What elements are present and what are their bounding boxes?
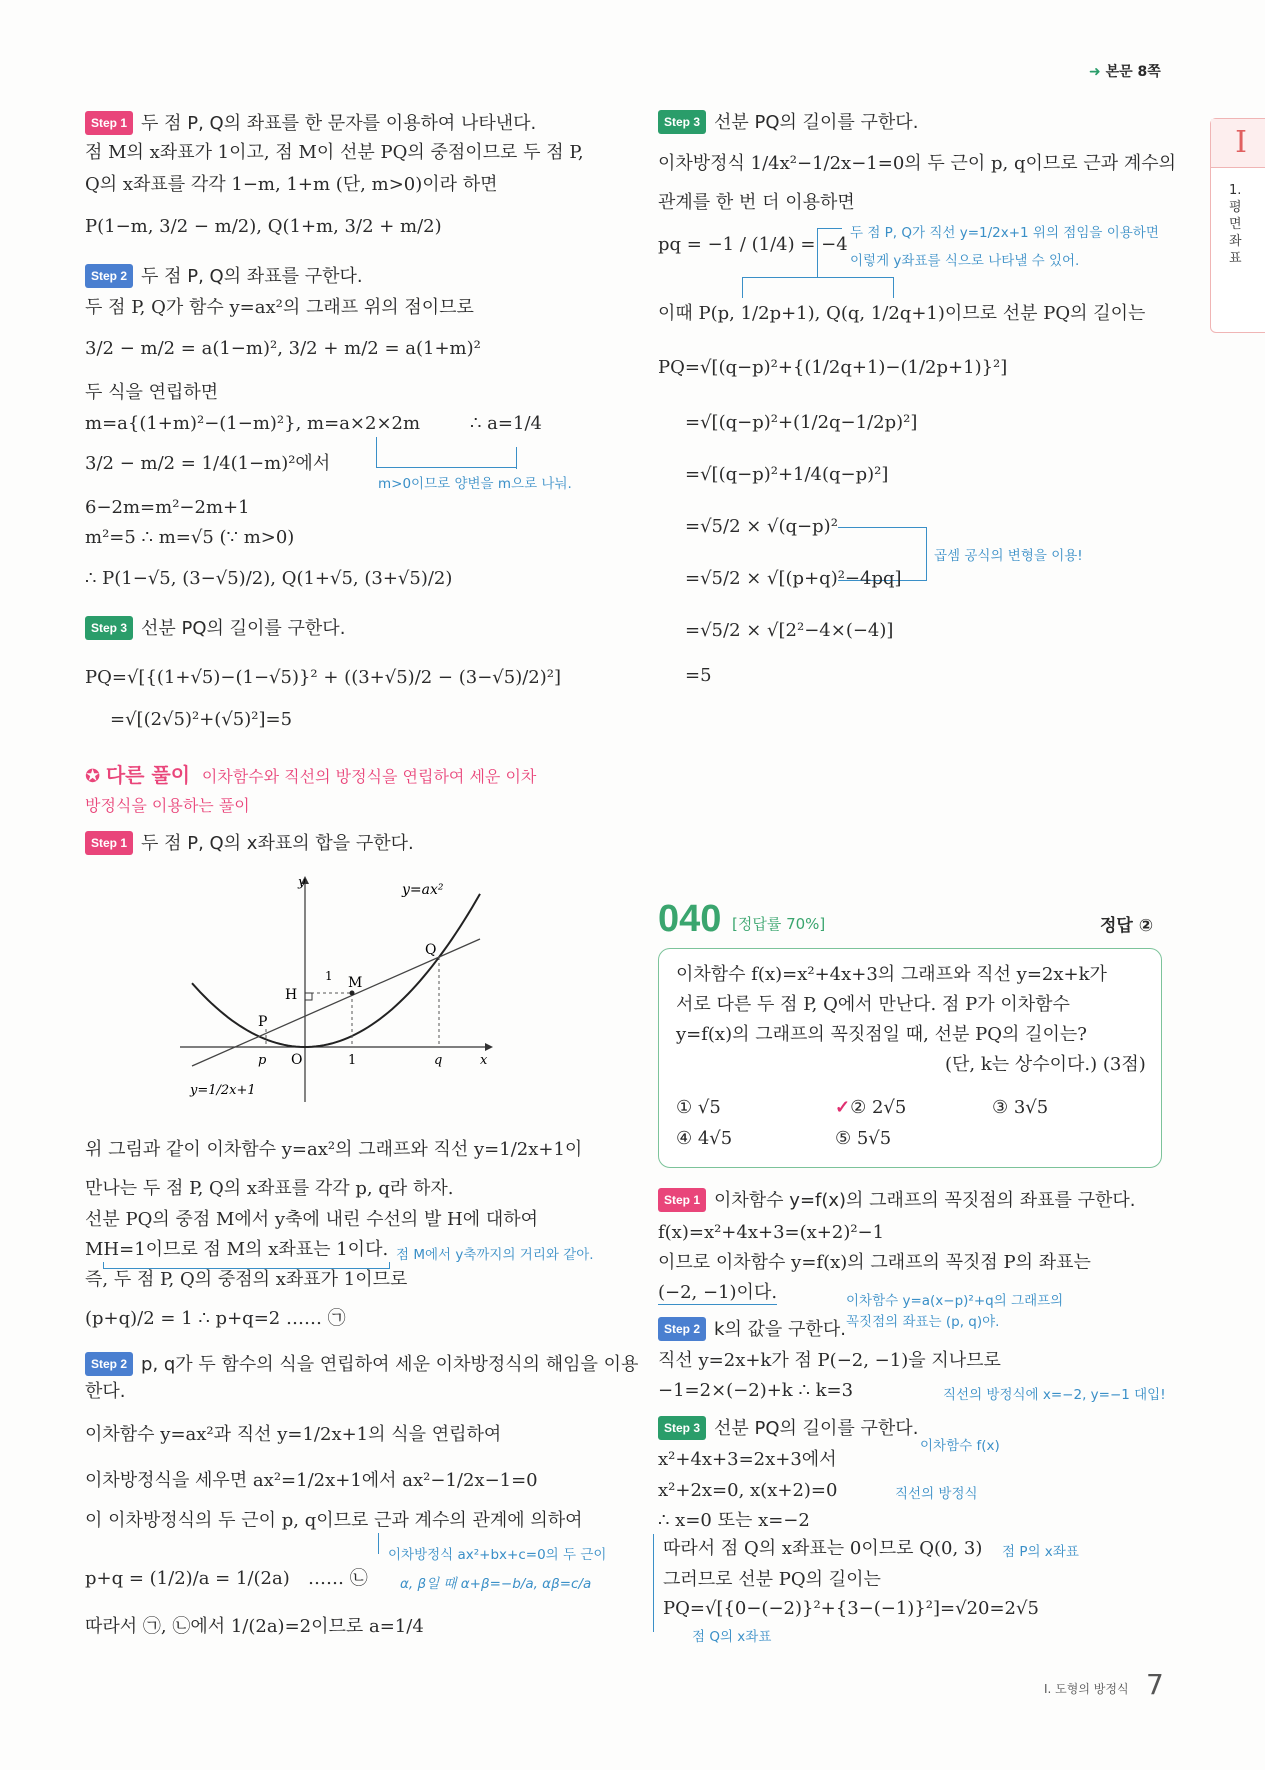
math-line: P(1−m, 3/2 − m/2), Q(1+m, 3/2 + m/2) xyxy=(85,216,442,237)
footer-chapter: I. 도형의 방정식 xyxy=(1044,1682,1129,1696)
text-line: 만나는 두 점 P, Q의 x좌표를 각각 p, q라 하자. xyxy=(85,1178,454,1199)
math-line: =√[(q−p)²+(1/2q−1/2p)²] xyxy=(685,412,918,433)
text-line: 점 M의 x좌표가 1이고, 점 M이 선분 PQ의 중점이므로 두 점 P, xyxy=(85,142,584,163)
chapter-roman-numeral: I xyxy=(1211,119,1265,168)
text-line: 두 식을 연립하면 xyxy=(85,382,219,403)
step-badge: Step 3 xyxy=(658,110,706,134)
x-axis-arrow-icon xyxy=(485,1043,493,1051)
step-title: 두 점 P, Q의 좌표를 한 문자를 이용하여 나타낸다. xyxy=(141,113,537,134)
annotation: 점 P의 x좌표 xyxy=(1002,1544,1079,1560)
math-line: PQ=√[{0−(−2)}²+{3−(−1)}²]=√20=2√5 xyxy=(663,1598,1039,1619)
math-line: 따라서 ㉠, ㉡에서 1/(2a)=2이므로 a=1/4 xyxy=(85,1616,424,1637)
text-line: 직선 y=2x+k가 점 P(−2, −1)을 지나므로 xyxy=(658,1350,1001,1371)
q-tick-label: q xyxy=(434,1053,443,1068)
line-label: y=1/2x+1 xyxy=(190,1083,256,1098)
annotation: 직선의 방정식에 x=−2, y=−1 대입! xyxy=(943,1387,1166,1403)
step-badge: Step 2 xyxy=(85,264,133,288)
math-line: f(x)=x²+4x+3=(x+2)²−1 xyxy=(658,1222,885,1243)
choice-3[interactable]: ③ 3√5 xyxy=(992,1097,1049,1118)
problem-text: 이차함수 f(x)=x²+4x+3의 그래프와 직선 y=2x+k가 xyxy=(676,964,1107,985)
text-line: 이때 P(p, 1/2p+1), Q(q, 1/2q+1)이므로 선분 PQ의 길이는 xyxy=(658,303,1146,324)
annotation: 두 점 P, Q가 직선 y=1/2x+1 위의 점임을 이용하면 xyxy=(850,225,1159,241)
point-h-label: H xyxy=(285,987,298,1003)
math-line: =√5/2 × √(q−p)² xyxy=(685,516,838,537)
math-line: m²=5 ∴ m=√5 (∵ m>0) xyxy=(85,527,295,548)
annotation: 직선의 방정식 xyxy=(895,1486,978,1502)
y-axis-label: y xyxy=(298,875,306,890)
math-line: ∴ a=1/4 xyxy=(470,413,542,434)
curve-label: y=ax² xyxy=(402,882,444,898)
correct-rate: [정답률 70%] xyxy=(732,915,826,933)
math-line: =√[(2√5)²+(√5)²]=5 xyxy=(110,709,293,730)
math-line: p+q = (1/2)/a = 1/(2a) xyxy=(85,1568,290,1589)
problem-text: 서로 다른 두 점 P, Q에서 만난다. 점 P가 이차함수 xyxy=(676,994,1070,1015)
step3-heading xyxy=(658,110,918,134)
parabola-line-graph xyxy=(180,872,500,1112)
math-line: −1=2×(−2)+k ∴ k=3 xyxy=(658,1380,854,1401)
math-line: m=a{(1+m)²−(1−m)²}, m=a×2×2m xyxy=(85,413,421,434)
math-line: …… ㉡ xyxy=(308,1568,368,1589)
solution-step3-heading xyxy=(658,1416,918,1440)
choice-2[interactable] xyxy=(835,1097,906,1119)
alt-label: 다른 풀이 xyxy=(105,763,191,787)
alt-step1-heading xyxy=(85,831,414,855)
annotation-bracket xyxy=(103,1262,390,1269)
step-title: 선분 PQ의 길이를 구한다. xyxy=(714,1418,919,1439)
text-line: 두 점 P, Q가 함수 y=ax²의 그래프 위의 점이므로 xyxy=(85,297,474,318)
math-line: x²+4x+3=2x+3에서 xyxy=(658,1449,837,1470)
annotation-bracket xyxy=(378,1533,379,1554)
math-line: =√5/2 × √[2²−4×(−4)] xyxy=(685,620,894,641)
math-line: ∴ x=0 또는 x=−2 xyxy=(658,1510,810,1531)
answer-label: 정답 ② xyxy=(1100,916,1154,936)
right-angle-mark xyxy=(305,993,312,1000)
alternative-solution-heading xyxy=(85,764,536,788)
step3-heading xyxy=(85,616,345,640)
math-line: 6−2m=m²−2m+1 xyxy=(85,497,250,518)
step-badge: Step 1 xyxy=(85,831,133,855)
step-title: 두 점 P, Q의 좌표를 구한다. xyxy=(141,266,363,287)
step-title: p, q가 두 함수의 식을 연립하여 세운 이차방정식의 해임을 이용 xyxy=(141,1354,639,1375)
alt-desc: 방정식을 이용하는 풀이 xyxy=(85,796,250,815)
choice-4[interactable]: ④ 4√5 xyxy=(676,1128,733,1149)
math-line: 3/2 − m/2 = a(1−m)², 3/2 + m/2 = a(1+m)² xyxy=(85,338,481,359)
annotation: 이차함수 f(x) xyxy=(920,1438,1000,1454)
problem-number: 040 xyxy=(658,898,722,940)
text-line: 따라서 점 Q의 x좌표는 0이므로 Q(0, 3) xyxy=(663,1538,983,1559)
solution-step1-heading xyxy=(658,1188,1135,1212)
annotation: 점 Q의 x좌표 xyxy=(692,1629,772,1645)
annotation-bracket xyxy=(376,437,517,468)
problem-text: y=f(x)의 그래프의 꼭짓점일 때, 선분 PQ의 길이는? xyxy=(676,1024,1087,1045)
chapter-title-vertical: 1. 평면좌표 xyxy=(1229,183,1242,266)
step2-heading xyxy=(85,264,363,288)
step1-heading xyxy=(85,111,536,135)
page-number: 7 xyxy=(1146,1668,1164,1701)
step-badge: Step 2 xyxy=(85,1352,133,1376)
mh-distance-label: 1 xyxy=(325,969,333,983)
annotation-bracket xyxy=(653,1534,654,1632)
point-m xyxy=(350,991,355,996)
annotation-bracket xyxy=(742,277,894,298)
one-tick-label: 1 xyxy=(348,1053,357,1068)
star-circle-icon: ✪ xyxy=(85,766,101,787)
step-title: k의 값을 구한다. xyxy=(714,1319,846,1340)
step-badge: Step 1 xyxy=(658,1188,706,1212)
math-line: =√5/2 × √[(p+q)²−4pq] xyxy=(685,568,902,589)
text-line: 즉, 두 점 P, Q의 중점의 x좌표가 1이므로 xyxy=(85,1269,408,1290)
step-title: 선분 PQ의 길이를 구한다. xyxy=(141,618,346,639)
solution-step2-heading xyxy=(658,1317,846,1341)
annotation: 이차함수 y=a(x−p)²+q의 그래프의 xyxy=(846,1293,1064,1309)
choice-5[interactable]: ⑤ 5√5 xyxy=(835,1128,892,1149)
math-line: ∴ P(1−√5, (3−√5)/2), Q(1+√5, (3+√5)/2) xyxy=(85,568,453,589)
choice-label: ② 2√5 xyxy=(850,1097,907,1118)
chapter-side-tab[interactable] xyxy=(1210,118,1265,333)
text-line: 이므로 이차함수 y=f(x)의 그래프의 꼭짓점 P의 좌표는 xyxy=(658,1252,1091,1273)
page-reference xyxy=(1089,61,1161,83)
text-line: 선분 PQ의 중점 M에서 y축에 내린 수선의 발 H에 대하여 xyxy=(85,1209,539,1230)
math-line: 3/2 − m/2 = 1/4(1−m)²에서 xyxy=(85,453,331,474)
p-tick-label: p xyxy=(258,1053,267,1068)
text-line: 관계를 한 번 더 이용하면 xyxy=(658,192,855,213)
step-title: 두 점 P, Q의 x좌표의 합을 구한다. xyxy=(141,833,414,854)
math-line: (p+q)/2 = 1 ∴ p+q=2 …… ㉠ xyxy=(85,1308,346,1329)
step-title: 선분 PQ의 길이를 구한다. xyxy=(714,112,919,133)
text-line: 이차방정식을 세우면 ax²=1/2x+1에서 ax²−1/2x−1=0 xyxy=(85,1470,538,1491)
step-badge: Step 1 xyxy=(85,111,133,135)
step-badge: Step 2 xyxy=(658,1317,706,1341)
text-line: 이 이차방정식의 두 근이 p, q이므로 근과 계수의 관계에 의하여 xyxy=(85,1510,583,1531)
circle-arrow-icon: ➜ xyxy=(1089,64,1101,80)
step-title: 이차함수 y=f(x)의 그래프의 꼭짓점의 좌표를 구한다. xyxy=(714,1190,1136,1211)
step-title: 한다. xyxy=(85,1381,126,1402)
annotation: α, β일 때 α+β=−b/a, αβ=c/a xyxy=(400,1576,592,1592)
math-line: =5 xyxy=(685,665,712,686)
text-line: MH=1이므로 점 M의 x좌표는 1이다. xyxy=(85,1239,389,1260)
text-line: 위 그림과 같이 이차함수 y=ax²의 그래프와 직선 y=1/2x+1이 xyxy=(85,1139,583,1160)
text-line: (−2, −1)이다. xyxy=(658,1282,778,1303)
math-line: pq = −1 / (1/4) = −4 xyxy=(658,234,848,255)
text-line: 이차함수 y=ax²과 직선 y=1/2x+1의 식을 연립하여 xyxy=(85,1424,502,1445)
annotation: 곱셈 공식의 변형을 이용! xyxy=(934,548,1083,564)
annotation-bracket xyxy=(516,447,517,469)
text-line: 그러므로 선분 PQ의 길이는 xyxy=(663,1569,881,1590)
annotation: 이차방정식 ax²+bx+c=0의 두 근이 xyxy=(388,1547,607,1563)
problem-text: (단, k는 상수이다.) (3점) xyxy=(945,1054,1146,1075)
alt-step2-heading xyxy=(85,1352,638,1376)
annotation-bracket xyxy=(817,228,842,278)
text-line: 이차방정식 1/4x²−1/2x−1=0의 두 근이 p, q이므로 근과 계수의 xyxy=(658,153,1177,174)
annotation: 점 M에서 y축까지의 거리와 같아. xyxy=(396,1247,594,1263)
math-line: PQ=√[(q−p)²+{(1/2q+1)−(1/2p+1)}²] xyxy=(658,357,1008,378)
x-axis-label: x xyxy=(480,1053,488,1068)
text-line: Q의 x좌표를 각각 1−m, 1+m (단, m>0)이라 하면 xyxy=(85,174,498,195)
parabola-curve xyxy=(192,894,480,1047)
point-q-label: Q xyxy=(425,942,437,958)
step-badge: Step 3 xyxy=(85,616,133,640)
annotation: 꼭짓점의 좌표는 (p, q)야. xyxy=(846,1314,1000,1330)
math-line: PQ=√[{(1+√5)−(1−√5)}² + ((3+√5)/2 − (3−√5)/2)²] xyxy=(85,667,562,688)
point-p-label: P xyxy=(258,1014,268,1030)
alt-desc: 이차함수와 직선의 방정식을 연립하여 세운 이차 xyxy=(201,767,537,786)
math-line: =√[(q−p)²+1/4(q−p)²] xyxy=(685,464,889,485)
step-badge: Step 3 xyxy=(658,1416,706,1440)
page-ref-text: 본문 8쪽 xyxy=(1105,64,1161,80)
choice-1[interactable]: ① √5 xyxy=(676,1097,721,1118)
check-mark-icon: ✓ xyxy=(835,1097,851,1118)
math-line: x²+2x=0, x(x+2)=0 xyxy=(658,1480,838,1501)
origin-label: O xyxy=(291,1052,303,1068)
annotation: m>0이므로 양변을 m으로 나눠. xyxy=(378,476,572,492)
point-m-label: M xyxy=(348,975,363,991)
annotation: 이렇게 y좌표를 식으로 나타낼 수 있어. xyxy=(850,253,1080,269)
